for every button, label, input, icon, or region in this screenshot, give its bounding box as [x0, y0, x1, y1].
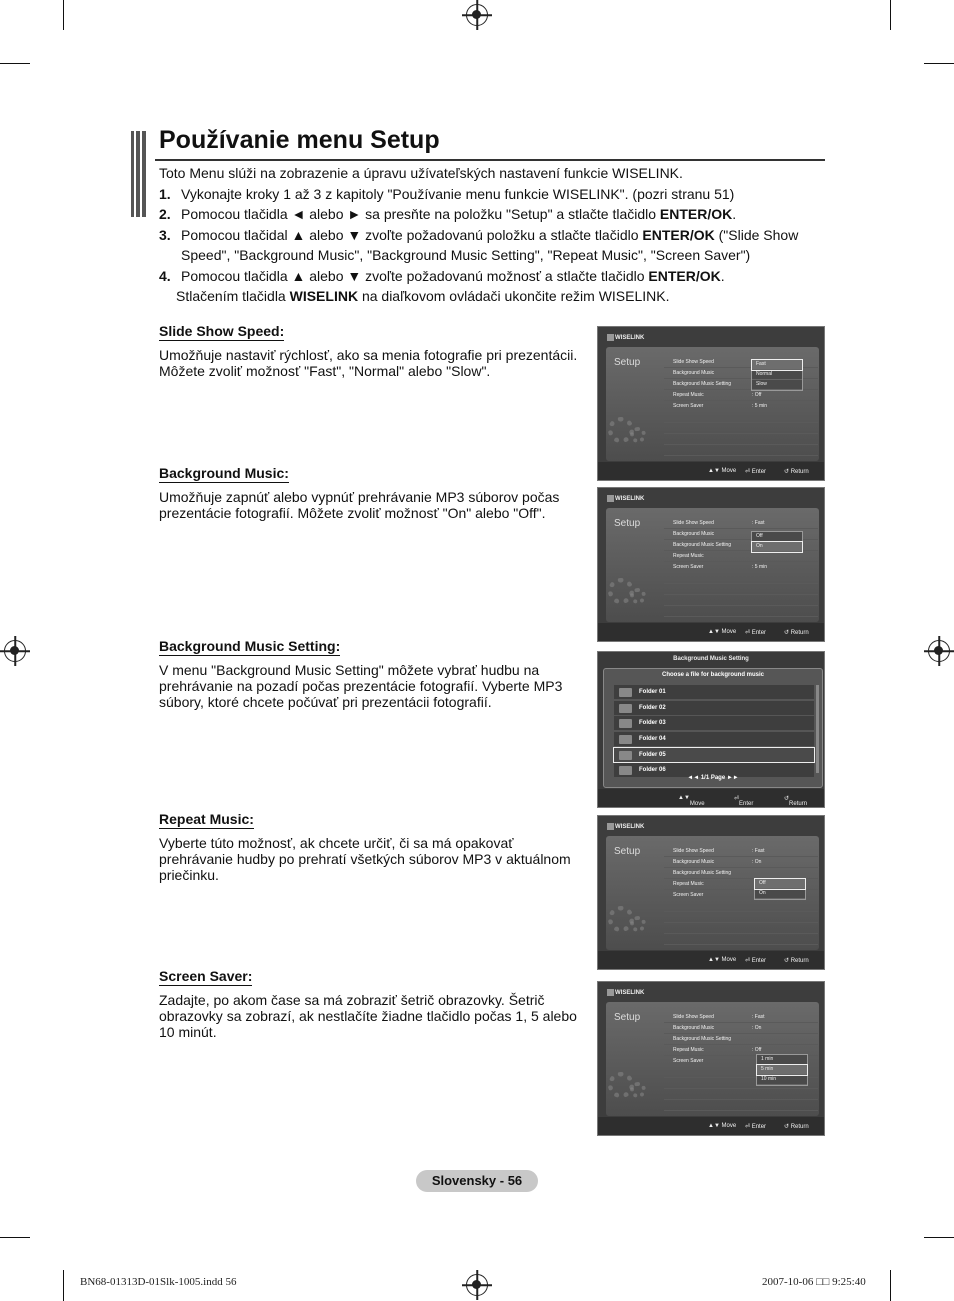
folder-item[interactable]: Folder 02: [614, 701, 814, 715]
setup-row-value: : Fast: [752, 1014, 765, 1020]
page-number-badge: Slovensky - 56: [416, 1170, 538, 1192]
setup-row-label: Screen Saver: [673, 564, 704, 570]
return-hint: ↺ Return: [784, 1124, 809, 1130]
step-number: 4.: [159, 267, 171, 284]
dropdown-option[interactable]: 10 min: [757, 1075, 807, 1085]
dropdown-option[interactable]: Fast: [752, 360, 802, 370]
setup-row-label: Background Music Setting: [673, 870, 732, 876]
step-item: [159, 204, 824, 225]
folder-item[interactable]: Folder 04: [614, 732, 814, 746]
enter-hint: ⏎ Enter: [745, 958, 767, 964]
setup-row-empty: [664, 606, 818, 617]
dropdown-option[interactable]: On: [755, 889, 805, 899]
nav-bar: [598, 623, 824, 641]
setup-row-empty: [664, 584, 818, 595]
osd-screen-background-music-setting: [597, 651, 825, 808]
return-hint: ↺ Return: [784, 469, 809, 475]
osd-screen-slide-show-speed: [597, 326, 825, 481]
page-title: Používanie menu Setup: [159, 126, 440, 154]
section-heading: Slide Show Speed:: [159, 323, 285, 339]
setup-row[interactable]: [664, 562, 818, 573]
bgm-folder-list: [614, 685, 814, 779]
gear-icon: [630, 1082, 646, 1098]
setup-row-label: Slide Show Speed: [673, 848, 714, 854]
osd-screen-background-music: [597, 487, 825, 642]
dropdown-option[interactable]: Off: [752, 532, 802, 542]
nav-bar: [598, 789, 824, 807]
setup-row-empty: [664, 901, 818, 912]
side-stripe: [131, 131, 146, 217]
section-body: Umožňuje zapnúť alebo vypnúť prehrávanie MP3 súborov počas prezentácie fotografií. Môžete zvoliť možnosť "On" alebo "Off".: [159, 489, 560, 521]
bgm-panel: [603, 668, 823, 788]
step-text: Vykonajte kroky 1 až 3 z kapitoly "Používanie menu funkcie WISELINK". (pozri stranu 51): [181, 185, 735, 202]
step-text-end: .: [720, 267, 725, 284]
step-number: 2.: [159, 206, 171, 222]
nav-bar: [598, 951, 824, 969]
setup-row-value: : 5 min: [752, 564, 768, 570]
bgm-title: Background Music Setting: [673, 656, 749, 662]
file-slug: BN68-01313D-01Slk-1005.indd 56: [80, 1276, 237, 1288]
setup-row-value: : Fast: [752, 520, 765, 526]
registration-mark-icon: [928, 640, 950, 662]
wiselink-logo: WISELINK: [607, 989, 644, 996]
bgm-page-indicator: ◄◄ 1/1 Page ►►: [687, 775, 739, 781]
move-hint: ▲▼ Move: [708, 1123, 737, 1129]
osd-screen-repeat-music: [597, 815, 825, 970]
step-text-end: ("Slide Show Speed", "Background Music", "Background Music Setting", "Repeat Music", "Screen Saver"): [181, 226, 799, 263]
setup-row-label: Repeat Music: [673, 1047, 704, 1053]
wiselink-logo: WISELINK: [607, 823, 644, 830]
step-key: ENTER/OK: [659, 206, 733, 222]
setup-row-label: Slide Show Speed: [673, 1014, 714, 1020]
enter-hint: ⏎ Enter: [734, 796, 754, 807]
setup-row-value: : On: [752, 1025, 762, 1031]
setup-row-label: Screen Saver: [673, 1058, 704, 1064]
setup-row-label: Screen Saver: [673, 403, 704, 409]
gear-icon: [630, 427, 646, 443]
gear-icon: [630, 916, 646, 932]
setup-row[interactable]: [664, 518, 818, 529]
section-body: Umožňuje nastaviť rýchlosť, ako sa menia fotografie pri prezentácii. Môžete zvoliť možnosť "Fast", "Normal" alebo "Slow".: [159, 347, 578, 379]
step-item: [159, 184, 824, 205]
registration-mark-icon: [466, 4, 488, 26]
return-hint: ↺ Return: [784, 796, 808, 807]
wiselink-logo: WISELINK: [607, 495, 644, 502]
step-text-end: .: [732, 206, 737, 222]
wiselink-logo: WISELINK: [607, 334, 644, 341]
move-hint: ▲▼ Move: [708, 468, 737, 474]
crop-mark: [890, 0, 891, 30]
registration-mark-icon: [4, 640, 26, 662]
setup-row-label: Background Music Setting: [673, 1036, 732, 1042]
osd-screen-screen-saver: [597, 981, 825, 1136]
setup-row-empty: [664, 1089, 818, 1100]
setup-row[interactable]: [664, 1034, 818, 1045]
section-heading: Screen Saver:: [159, 968, 253, 984]
setup-row-empty: [664, 445, 818, 456]
setup-label: Setup: [614, 518, 641, 529]
section-screen-saver: [159, 968, 589, 1040]
exit-key: WISELINK: [289, 288, 359, 304]
setup-label: Setup: [614, 1012, 641, 1023]
setup-row-label: Slide Show Speed: [673, 520, 714, 526]
section-heading: Repeat Music:: [159, 811, 254, 827]
dropdown-option[interactable]: Normal: [752, 370, 802, 380]
section-background-music-setting: [159, 638, 589, 710]
step-text: Pomocou tlačidal ▲ alebo ▼ zvoľte požadovanú položku a stlačte tlačidlo: [181, 226, 643, 243]
section-repeat-music: [159, 811, 589, 883]
section-heading: Background Music Setting:: [159, 638, 341, 654]
crop-mark: [890, 1270, 891, 1301]
setup-row-label: Background Music: [673, 531, 715, 537]
exit-text: Stlačením tlačidla: [176, 288, 290, 304]
move-hint: ▲▼ Move: [708, 957, 737, 963]
option-dropdown[interactable]: [751, 359, 803, 391]
crop-mark: [0, 1237, 30, 1238]
setup-row-empty: [664, 1100, 818, 1111]
section-background-music: [159, 465, 589, 521]
setup-row-empty: [664, 573, 818, 584]
setup-row-label: Background Music: [673, 1025, 715, 1031]
setup-row-label: Repeat Music: [673, 881, 704, 887]
section-body: Vyberte túto možnosť, ak chcete určiť, či sa má opakovať prehrávanie hudby po prehratí všetkých súborov MP3 v aktuálnom priečinku.: [159, 835, 571, 883]
move-hint: ▲▼ Move: [708, 629, 737, 635]
setup-row-value: : Off: [752, 1047, 762, 1053]
step-text: Pomocou tlačidla ▲ alebo ▼ zvoľte požadovanú možnosť a stlačte tlačidlo: [181, 267, 649, 284]
option-dropdown[interactable]: [754, 878, 806, 900]
folder-item[interactable]: Folder 06: [614, 763, 814, 777]
setup-row-empty: [664, 412, 818, 423]
crop-mark: [924, 63, 954, 64]
date-slug: 2007-10-06 □□ 9:25:40: [762, 1276, 866, 1288]
setup-row-empty: [664, 423, 818, 434]
setup-row[interactable]: [664, 1012, 818, 1023]
setup-row[interactable]: [664, 401, 818, 412]
section-body: Zadajte, po akom čase sa má zobraziť šetrič obrazovky. Šetrič obrazovky sa zobrazí, ak nestlačíte žiadne tlačidlo počas 1, 5 alebo 10 minút.: [159, 992, 577, 1040]
setup-row-label: Background Music Setting: [673, 542, 732, 548]
dropdown-option[interactable]: 5 min: [757, 1065, 807, 1075]
step-key: ENTER/OK: [648, 267, 721, 284]
step-key: ENTER/OK: [642, 226, 715, 243]
setup-row-value: : 5 min: [752, 403, 768, 409]
intro-text: Toto Menu slúži na zobrazenie a úpravu užívateľských nastavení funkcie WISELINK.: [159, 165, 683, 181]
return-hint: ↺ Return: [784, 958, 809, 964]
setup-row-empty: [664, 912, 818, 923]
setup-row[interactable]: [664, 846, 818, 857]
setup-row-label: Background Music: [673, 370, 715, 376]
title-rule: [155, 159, 825, 161]
intro-block: [159, 163, 824, 307]
setup-row-empty: [664, 434, 818, 445]
section-body: V menu "Background Music Setting" môžete vybrať hudbu na prehrávanie na pozadí počas prezentácie fotografií. Vyberte MP3 súbory, ktoré chcete počúvať pri prezentácii fotografií.: [159, 662, 563, 710]
dropdown-option[interactable]: 1 min: [757, 1055, 807, 1065]
option-dropdown[interactable]: [756, 1054, 808, 1086]
move-hint: ▲▼ Move: [678, 795, 705, 807]
setup-row[interactable]: [664, 390, 818, 401]
setup-label: Setup: [614, 846, 641, 857]
dropdown-option[interactable]: On: [752, 542, 802, 552]
setup-row-label: Screen Saver: [673, 892, 704, 898]
exit-instruction: [159, 286, 824, 307]
exit-text-end: na diaľkovom ovládači ukončite režim WISELINK.: [358, 288, 670, 304]
setup-row[interactable]: [664, 1023, 818, 1034]
setup-row-empty: [664, 923, 818, 934]
step-item: [159, 225, 824, 266]
setup-row-label: Repeat Music: [673, 392, 704, 398]
gear-icon: [630, 588, 646, 604]
step-text: Pomocou tlačidla ◄ alebo ► sa presňte na položku "Setup" a stlačte tlačidlo: [181, 206, 660, 222]
nav-bar: [598, 1117, 824, 1135]
folder-item[interactable]: Folder 05: [614, 748, 814, 762]
registration-mark-icon: [466, 1274, 488, 1296]
enter-hint: ⏎ Enter: [745, 1124, 767, 1130]
setup-row[interactable]: [664, 857, 818, 868]
setup-row-value: : Off: [752, 392, 762, 398]
folder-item[interactable]: Folder 03: [614, 716, 814, 730]
section-heading: Background Music:: [159, 465, 289, 481]
enter-hint: ⏎ Enter: [745, 630, 767, 636]
dropdown-option[interactable]: Slow: [752, 380, 802, 390]
bgm-choose-label: Choose a file for background music: [661, 672, 765, 678]
folder-item[interactable]: Folder 01: [614, 685, 814, 699]
setup-row-value: : On: [752, 859, 762, 865]
option-dropdown[interactable]: [751, 531, 803, 553]
setup-list: [664, 846, 818, 956]
crop-mark: [924, 1237, 954, 1238]
step-item: [159, 266, 824, 287]
enter-hint: ⏎ Enter: [745, 469, 767, 475]
dropdown-option[interactable]: Off: [755, 879, 805, 889]
setup-row-value: : Fast: [752, 848, 765, 854]
steps-list: [159, 184, 824, 287]
setup-row-empty: [664, 934, 818, 945]
step-number: 1.: [159, 185, 171, 202]
return-hint: ↺ Return: [784, 630, 809, 636]
setup-row-label: Slide Show Speed: [673, 359, 714, 365]
crop-mark: [63, 1270, 64, 1301]
setup-row-label: Background Music: [673, 859, 715, 865]
setup-row-label: Background Music Setting: [673, 381, 732, 387]
setup-row-empty: [664, 595, 818, 606]
section-slide-show-speed: [159, 323, 589, 379]
setup-row-label: Repeat Music: [673, 553, 704, 559]
step-number: 3.: [159, 226, 171, 243]
nav-bar: [598, 462, 824, 480]
crop-mark: [0, 63, 30, 64]
bgm-scrollbar[interactable]: [816, 685, 819, 773]
setup-label: Setup: [614, 357, 641, 368]
crop-mark: [63, 0, 64, 30]
